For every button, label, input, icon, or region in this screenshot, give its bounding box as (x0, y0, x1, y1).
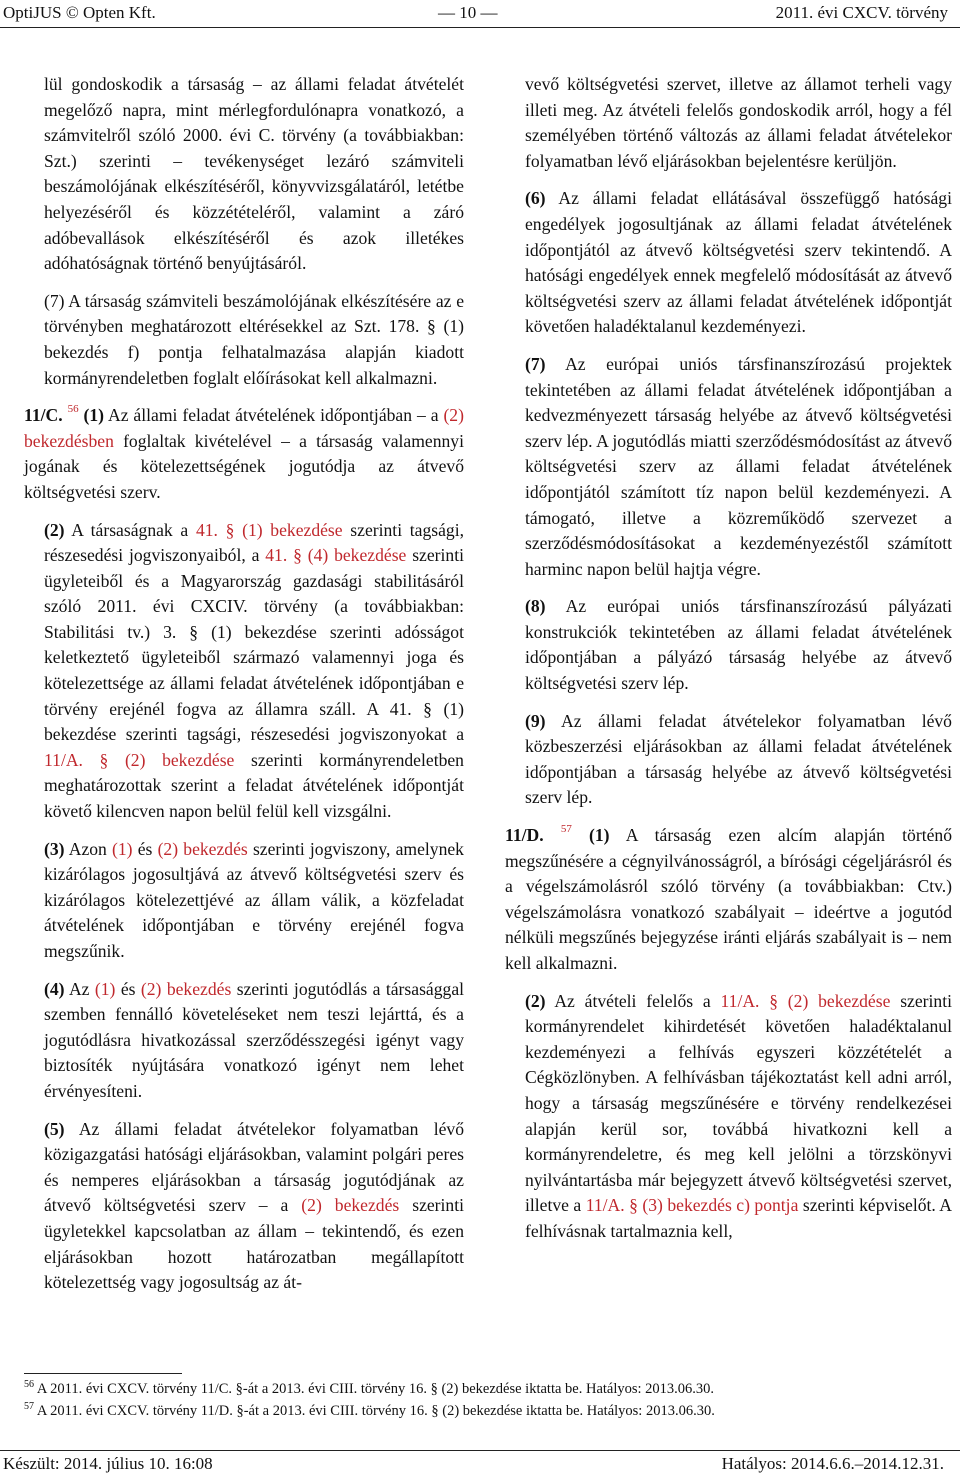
effective-date: Hatályos: 2014.6.6.–2014.12.31. (721, 1454, 944, 1473)
paragraph-continuation: vevő költségvetési szervet, illetve az államot terheli vagy illeti meg. Az átvételi felelős gondoskodik arról, hogy a fél személyében történő változás az állami feladat átvételekor folyamatban lévő eljárásokban bejelentésre kerüljön. (525, 74, 952, 171)
created-date: Készült: 2014. július 10. 16:08 (3, 1454, 213, 1473)
reference-link[interactable]: (2) bekezdés (301, 1195, 400, 1216)
footer-divider (0, 1450, 960, 1451)
paragraph-2: (2) Az átvételi felelős a 11/A. § (2) bekezdése szerinti kormányrendelet kihirdetését követően haladéktalanul kezdeményezi a felhívás egyszeri közzétételét a Cégközlönyben. A felhívásban tájékoztatást kell adni arról, hogy a társaság megszűnésére e törvény rendelkezései alapján kerül sor, továbbá hivatkozni kell a kormányrendeletre, és meg kell jelölni a törzskönyvi nyilvántartásba már bejegyzett átvevő költségvetési szervet, illetve a 11/A. § (3) bekezdés c) pontja szerinti képviselőt. A felhívásnak tartalmaznia kell, (525, 990, 953, 1241)
page-header (0, 0, 960, 30)
paragraph-7: (7) Az európai uniós társfinanszírozású projektek tekintetében az állami feladat átvételének időpontjában a kedvezményezett társaság helyébe az átvevő költségvetési szerv lép. A jogutódlás miatti szerződésmódosítást az átvevő költségvetési szerv az állami feladat átvételének időpontjától számított tíz napon belül kezdeményezi. A támogató, illetve a közreműködő szervezet a szerződésmódosításokat a kezdeményezéstől számított harminc napon belül hajtja végre. (525, 353, 952, 579)
header-divider (0, 27, 960, 28)
publisher: OptiJUS © Opten Kft. (3, 3, 156, 22)
paragraph-number: (1) (83, 405, 105, 426)
paragraph-7: (7) A társaság számviteli beszámolójának elkészítésére az e törvényben meghatározott eltérésekkel az Szt. 178. § (1) bekezdés f) pontja felhatalmazása alapján kiadott kormányrendeletben foglalt előírásokat kell alkalmazni. (44, 290, 464, 388)
left-column (24, 72, 464, 1308)
paragraph-number: (1) (589, 825, 610, 846)
paragraph-9: (9) Az állami feladat átvételekor folyamatban lévő közbeszerzési eljárásokban az állami feladat átvételének időpontjában a társaság helyébe az átvevő költségvetési szerv lép. (525, 710, 952, 808)
reference-link[interactable]: 11/A. § (2) bekezdése (44, 749, 235, 770)
paragraph-5: (5) Az állami feladat átvételekor folyamatban lévő közigazgatási hatósági eljárásokban, valamint polgári peres és nemperes eljárásokban a társaság jogutódjának az átvevő költségvetési szerv – a (2) bekezdés szerinti ügyletekkel kapcsolatban az állam – tekintendő, és ezen eljárásokban hozott határozatban megállapított kötelezettség vagy jogosultság az át- (44, 1118, 465, 1293)
reference-link[interactable]: (1) (94, 978, 116, 999)
paragraph-2: (2) A társaságnak a 41. § (1) bekezdése szerinti tagsági, részesedési jogviszonyaiból, a 41. § (4) bekezdése szerinti ügyleteiből és a Magyarország gazdasági stabilitásáról szóló 2011. évi CXCIV. törvény (a továbbiakban: Stabilitási tv.) 3. § (1) bekezdése szerinti adósságot keletkeztető ügyleteiből származó valamennyi joga és kötelezettsége az állami feladat átvételének időpontjában e törvény erejénél fogva az államra száll. A 41. § (1) bekezdése szerinti tagsági, részesedési jogviszonyokat a 11/A. § (2) bekezdése szerinti kormányrendeletben meghatározottak szerint a feladat átvételének időpontját követő kilencven napon belül felül kell vizsgálni. (44, 519, 465, 822)
section-label: 11/D. (505, 825, 544, 846)
page-number: — 10 — (438, 3, 498, 22)
reference-link[interactable]: (2) bekezdés (157, 838, 248, 859)
paragraph-continuation: lül gondoskodik a társaság – az állami feladat átvételét megelőző napra, mint mérlegfordulónapra vonatkozó, a számvitelről szóló 2000. évi C. törvény (a továbbiakban: Szt.) szerinti – tevékenységet lezáró számviteli beszámolójának elkészítéséről, könyvvizsgálatáról, letétbe helyezéséről és közzétételéről, valamint a záró adóbevallások elkészítéséről és azok illetékes adóhatóságnak történő benyújtásáról. (44, 74, 464, 274)
section-11c: 11/C. $^{56}$ (1) Az állami feladat átvételének időpontjában – a (2) bekezdésben foglaltak kivételével – a társaság valamennyi jogának és kötelezettségének jogutódja az átvevő költségvetési szerv. (24, 403, 464, 502)
reference-link[interactable]: 11/A. § (2) bekezdése (720, 990, 891, 1011)
reference-link[interactable]: 41. § (1) bekezdése (195, 519, 343, 540)
reference-link[interactable]: (2) bekezdés (140, 978, 232, 999)
reference-link[interactable]: (2) bekezdésben (24, 405, 464, 451)
footnote-56: $^{56}$ A 2011. évi CXCV. törvény 11/C. §-át a 2013. évi CIII. törvény 16. § (2) bekezdése iktatta be. Hatályos: 2013.06.30. (24, 1379, 715, 1397)
footnote-link-56[interactable]: 56 (67, 403, 79, 416)
footnote-link-57[interactable]: 57 (560, 823, 572, 836)
reference-link[interactable]: 11/A. § (3) bekezdés c) pontja (585, 1195, 799, 1216)
paragraph-8: (8) Az európai uniós társfinanszírozású pályázati konstrukciók tekintetében az állami feladat átvételének időpontjában a pályázó társaság helyébe az átvevő költségvetési szerv lép. (525, 596, 952, 694)
section-label: 11/C. (24, 405, 63, 426)
footnote-divider (24, 1373, 182, 1374)
section-11d: 11/D. $^{57}$ (1) A társaság ezen alcím alapján történő megszűnésére a cégnyilvánosságról, a bírósági cégeljárásról és a végelszámolásról szóló törvény (a továbbiakban: Ctv.) végelszámolásra vonatkozó szabályait – ideértve a jogutód nélküli megszűnés bejegyzése iránti eljárás szabályait is – nem kell alkalmazni. (505, 823, 952, 973)
paragraph-3: (3) Azon (1) és (2) bekezdés szerinti jogviszony, amelynek kizárólagos jogosultjává az átvevő költségvetési szerv és kizárólagos kötelezettjévé az állam válik, a közfeladat átvételének időpontjában e törvény erejénél fogva megszűnik. (44, 838, 464, 961)
right-column (505, 72, 952, 1257)
reference-link[interactable]: 41. § (4) bekezdése (265, 545, 407, 566)
paragraph-4: (4) Az (1) és (2) bekezdés szerinti jogutódlás a társasággal szemben fennálló követeléseket nem teszi lejárttá, és a jogutódlásra hivatkozással szerződésszegési igényt vagy biztosíték nyújtására vonatkozó igényt nem lehet érvényesíteni. (44, 978, 465, 1101)
law-title: 2011. évi CXCV. törvény (775, 3, 948, 22)
paragraph-6: (6) Az állami feladat ellátásával összefüggő hatósági engedélyek jogosultjának az állami feladat átvételének időpontjától az átvevő költségvetési szerv tekintendő. A hatósági engedélyek ennek megfelelő módosítását az átvevő költségvetési szerv az állami feladat átvételének időpontját követően haladéktalanul kezdeményezi. (525, 188, 952, 337)
footnote-57: $^{57}$ A 2011. évi CXCV. törvény 11/D. §-át a 2013. évi CIII. törvény 16. § (2) bekezdése iktatta be. Hatályos: 2013.06.30. (24, 1401, 715, 1419)
reference-link[interactable]: (1) (112, 838, 133, 859)
